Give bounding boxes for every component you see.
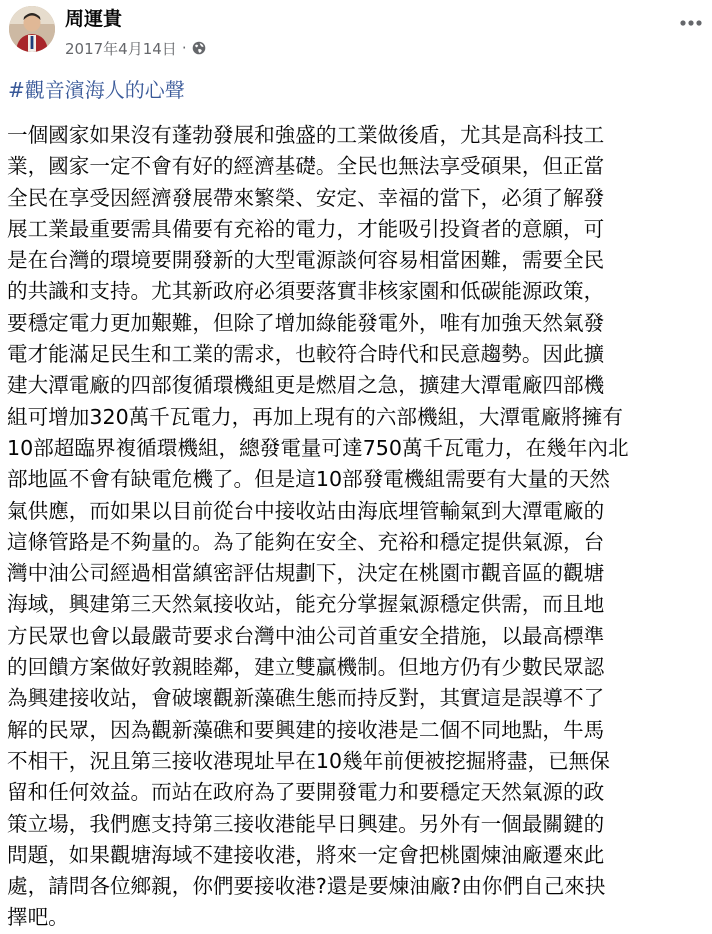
post-text-line: 業，國家一定不會有好的經濟基礎。全民也無法享受碩果，但正當 bbox=[7, 154, 605, 179]
post-text-line: 組可增加320萬千瓦電力，再加上現有的六部機組，大潭電廠將擁有 bbox=[7, 404, 623, 429]
post-text-line: 的共識和支持。尤其新政府必須要落實非核家園和低碳能源政策， bbox=[7, 279, 605, 304]
avatar-photo-icon bbox=[9, 6, 55, 52]
post-text-line: 留和任何效益。而站在政府為了要開發電力和要穩定天然氣源的政 bbox=[7, 780, 605, 805]
post-text-line: 展工業最重要需具備要有充裕的電力，才能吸引投資者的意願，可 bbox=[7, 216, 605, 241]
post-text-line: 解的民眾，因為觀新藻礁和要興建的接收港是二個不同地點，牛馬 bbox=[7, 717, 605, 742]
post-text-line: 是在台灣的環境要開發新的大型電源談何容易相當困難，需要全民 bbox=[7, 248, 605, 273]
post-text-line: 這條管路是不夠量的。為了能夠在安全、充裕和穩定提供氣源，台 bbox=[7, 529, 605, 554]
meta-separator: · bbox=[181, 39, 187, 57]
post-meta bbox=[65, 38, 206, 58]
post-header bbox=[0, 0, 712, 66]
post-text-line: 10部超臨界複循環機組，總發電量可達750萬千瓦電力，在幾年內北 bbox=[7, 435, 629, 460]
post-text-line: 灣中油公司經過相當縝密評估規劃下，決定在桃園市觀音區的觀塘 bbox=[7, 561, 605, 586]
post-text-line: 一個國家如果沒有蓬勃發展和強盛的工業做後盾，尤其是高科技工 bbox=[7, 123, 605, 147]
author-name[interactable]: 周運貴 bbox=[65, 8, 123, 30]
avatar[interactable] bbox=[9, 6, 55, 52]
post-text-line: 處，請問各位鄉親，你們要接收港?還是要煉油廠?由你們自己來抉 bbox=[7, 874, 606, 899]
post-body bbox=[7, 120, 707, 934]
post-text-line: 問題，如果觀塘海域不建接收港，將來一定會把桃園煉油廠遷來此 bbox=[7, 842, 605, 867]
more-horizontal-icon bbox=[680, 20, 702, 26]
post-text-line: 建大潭電廠的四部復循環機組更是燃眉之急，擴建大潭電廠四部機 bbox=[7, 373, 605, 398]
post-text-line: 的回饋方案做好敦親睦鄰，建立雙贏機制。但地方仍有少數民眾認 bbox=[7, 655, 605, 680]
post-text-line: 要穩定電力更加艱難，但除了增加綠能發電外，唯有加強天然氣發 bbox=[7, 310, 605, 335]
post-text-line: 氣供應，而如果以目前從台中接收站由海底埋管輸氣到大潭電廠的 bbox=[7, 498, 605, 523]
globe-icon[interactable] bbox=[192, 41, 206, 55]
post-text-line: 全民在享受因經濟發展帶來繁榮、安定、幸福的當下，必須了解發 bbox=[7, 185, 605, 210]
post-text-line: 海域，興建第三天然氣接收站，能充分掌握氣源穩定供需，而且地 bbox=[7, 592, 605, 617]
post-text-line: 策立場，我們應支持第三接收港能早日興建。另外有一個最關鍵的 bbox=[7, 811, 605, 836]
post-text-line: 不相干，況且第三接收港現址早在10幾年前便被挖掘將盡，已無保 bbox=[7, 748, 610, 773]
more-options-button[interactable] bbox=[676, 8, 706, 38]
post-date[interactable]: 2017年4月14日 bbox=[65, 39, 177, 58]
hashtag-link[interactable]: #觀音濱海人的心聲 bbox=[8, 78, 185, 102]
post-text-line: 為興建接收站，會破壞觀新藻礁生態而持反對，其實這是誤導不了 bbox=[7, 686, 605, 711]
post-text-line: 電才能滿足民生和工業的需求，也較符合時代和民意趨勢。因此擴 bbox=[7, 342, 605, 367]
post-text-line: 部地區不會有缺電危機了。但是這10部發電機組需要有大量的天然 bbox=[7, 467, 610, 492]
post-text-line: 擇吧。 bbox=[7, 905, 69, 930]
post-text-line: 方民眾也會以最嚴苛要求台灣中油公司首重安全措施，以最高標準 bbox=[7, 623, 605, 648]
